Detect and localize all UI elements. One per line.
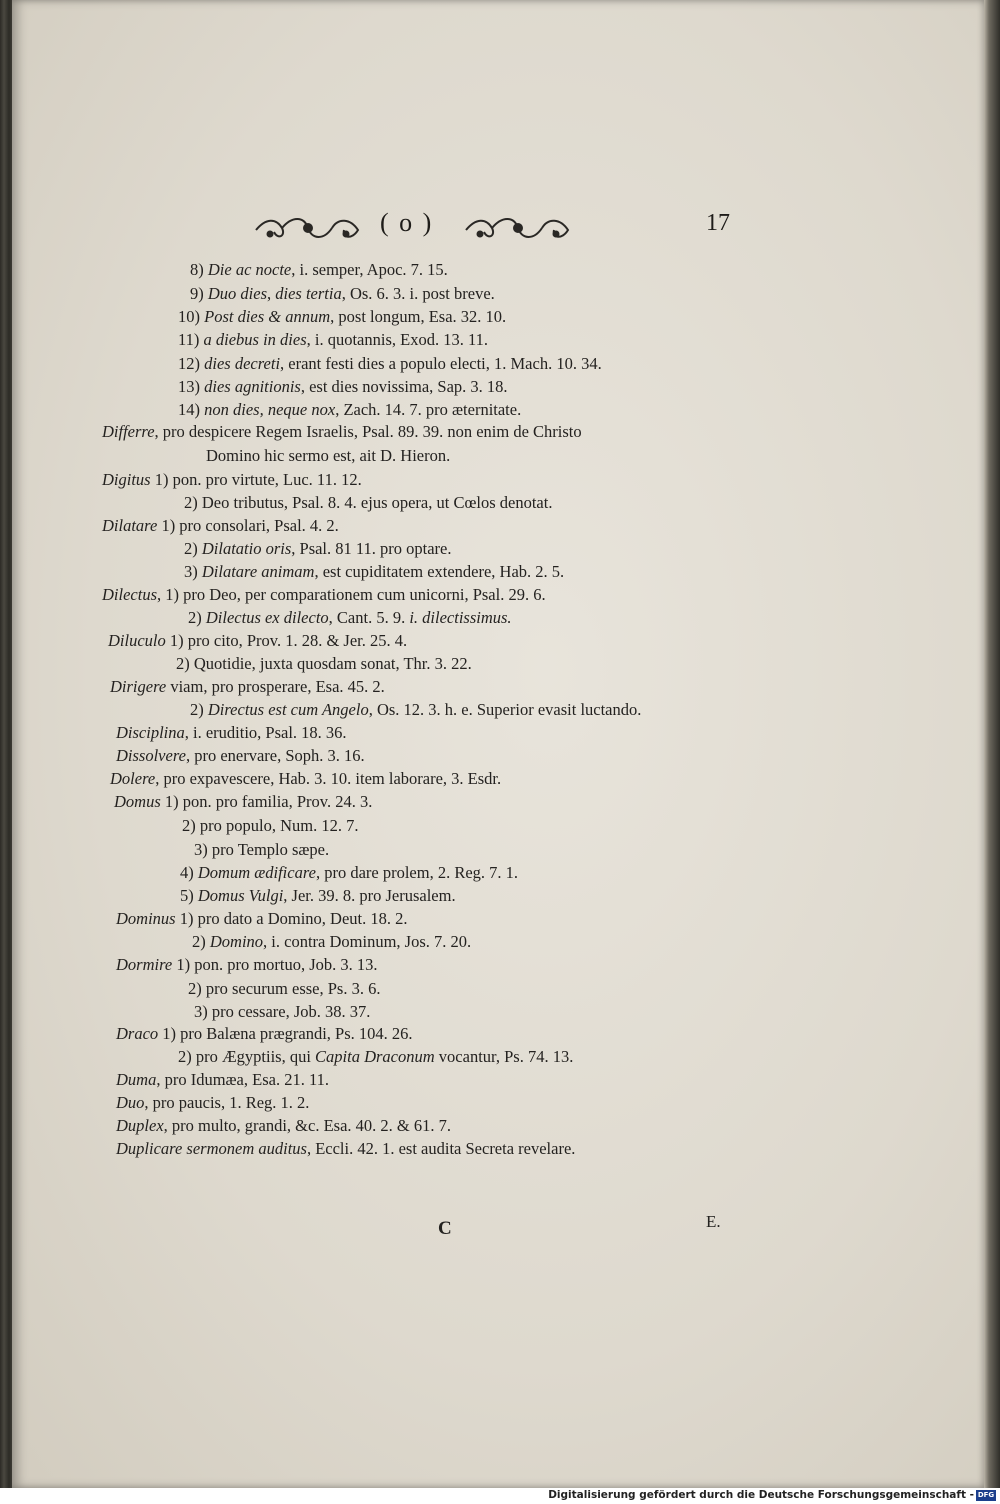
italic-text: Dilatare [102,516,158,535]
entry-line [194,1002,370,1022]
roman-text: 1) pro consolari, Psal. 4. 2. [157,516,339,535]
entry-line [184,562,564,582]
entry-line [194,840,329,860]
roman-text: , Os. 12. 3. h. e. Superior evasit luctando. [368,700,642,719]
roman-text: , post longum, Esa. 32. 10. [330,307,507,326]
roman-text: vocantur, Ps. 74. 13. [434,1047,574,1066]
entry-line [116,1139,575,1159]
entry-line [116,1024,413,1044]
roman-text: , Jer. 39. 8. pro Jerusalem. [283,886,456,905]
roman-text: , pro dare prolem, 2. Reg. 7. 1. [315,863,519,882]
roman-text: , Cant. 5. 9. [328,608,410,627]
italic-text: Diluculo [108,631,166,650]
italic-text: dies agnitionis [204,377,301,396]
page-edge-shadow [984,0,1000,1488]
entry-line [110,769,501,789]
italic-text: Duplicare sermonem auditus [116,1139,307,1158]
roman-text: 11) [178,330,204,349]
roman-text: 14) [178,400,205,419]
roman-text: , i. semper, Apoc. 7. 15. [291,260,448,279]
italic-text: Domus Vulgi [197,886,284,905]
roman-text: 2) [192,932,210,951]
entry-line [108,631,407,651]
italic-text: i. dilectissimus. [409,608,512,627]
italic-text: Domum ædificare [197,863,316,882]
roman-text: , Psal. 81 11. pro optare. [291,539,452,558]
dfg-logo-icon: DFG [977,1491,995,1499]
entry-line [192,932,471,952]
italic-text: Digitus [102,470,151,489]
roman-text: 3) pro cessare, Job. 38. 37. [194,1002,371,1021]
roman-text: , i. contra Dominum, Jos. 7. 20. [263,932,472,951]
entry-line [116,723,347,743]
roman-text: , i. eruditio, Psal. 18. 36. [184,723,347,742]
entry-line [178,377,508,397]
entry-line [188,608,512,628]
roman-text: 2) Quotidie, juxta quosdam sonat, Thr. 3. 22. [176,654,472,673]
italic-text: Duo dies [207,284,267,303]
entry-line [116,955,378,975]
italic-text: Dilatatio oris [201,539,292,558]
entry-line [178,354,602,374]
roman-text: 8) [190,260,208,279]
entry-line [178,400,521,420]
roman-text: , erant festi dies a populo electi, 1. Mach. 10. 34. [280,354,602,373]
roman-text: , est dies novissima, Sap. 3. 18. [300,377,508,396]
italic-text: Dominus [116,909,176,928]
entry-line [102,585,546,605]
signature-mark: C [438,1218,452,1239]
entry-line [190,260,448,280]
roman-text: viam, pro prosperare, Esa. 45. 2. [166,677,385,696]
roman-text: , est cupiditatem extendere, Hab. 2. 5. [314,562,565,581]
entry-line [180,886,456,906]
italic-text: Domino [209,932,264,951]
roman-text: , 1) pro Deo, per comparationem cum unicorni, Psal. 29. 6. [157,585,546,604]
page-number: 17 [706,210,730,236]
entry-line [178,1047,573,1067]
roman-text: 4) [180,863,198,882]
roman-text: 2) pro Ægyptiis, qui [178,1047,316,1066]
italic-text: a diebus in dies [203,330,307,349]
roman-text: Domino hic sermo est, ait D. Hieron. [206,446,451,465]
right-ornament-icon [462,214,574,244]
entry-line [116,1093,309,1113]
roman-text: , Eccli. 42. 1. est audita Secreta revelare. [306,1139,576,1158]
entry-line [102,470,362,490]
roman-text: , Zach. 14. 7. pro æternitate. [335,400,522,419]
roman-text: 1) pon. pro mortuo, Job. 3. 13. [172,955,378,974]
italic-text: Directus est cum Angelo [207,700,369,719]
catchword: E. [706,1212,721,1231]
roman-text: 2) [184,539,202,558]
roman-text: , i. quotannis, Exod. 13. 11. [306,330,488,349]
entry-line [180,863,518,883]
entry-line [102,422,582,442]
roman-text: 3) pro Templo sæpe. [194,840,330,859]
roman-text: , pro paucis, 1. Reg. 1. 2. [144,1093,310,1112]
italic-text: Dissolvere [116,746,186,765]
roman-text: 1) pro dato a Domino, Deut. 18. 2. [175,909,408,928]
entry-line [110,677,385,697]
left-ornament-icon [252,214,364,244]
entry-line [114,792,372,812]
italic-text: dies decreti [204,354,281,373]
entry-line [178,307,506,327]
italic-text: Domus [114,792,161,811]
entry-line [184,539,452,559]
entry-line [188,979,380,999]
italic-text: Draco [116,1024,159,1043]
italic-text: Differre [102,422,155,441]
roman-text: 13) [178,377,205,396]
roman-text: 5) [180,886,198,905]
entry-line [206,446,450,466]
roman-text: , pro despicere Regem Israelis, Psal. 89. 39. non enim de Christo [154,422,582,441]
roman-text: 3) [184,562,202,581]
roman-text: 1) pon. pro virtute, Luc. 11. 12. [150,470,362,489]
roman-text: 2) Deo tributus, Psal. 8. 4. ejus opera, ut Cœlos denotat. [184,493,553,512]
roman-text: , pro Idumæa, Esa. 21. 11. [156,1070,329,1089]
roman-text: , [267,284,276,303]
roman-text: 10) [178,307,205,326]
entry-line [184,493,552,513]
entry-line [102,516,339,536]
roman-text: 2) [188,608,206,627]
entry-line [116,909,407,929]
entry-line [190,700,641,720]
italic-text: Dirigere [110,677,167,696]
digitization-footer [0,1488,1000,1504]
italic-text: Duma [116,1070,157,1089]
italic-text: Duo [116,1093,145,1112]
italic-text: Duplex [116,1116,164,1135]
entry-line [116,1116,451,1136]
roman-text: , pro enervare, Soph. 3. 16. [185,746,365,765]
italic-text: Post dies & annum [204,307,331,326]
italic-text: non dies, neque nox [204,400,336,419]
roman-text: 12) [178,354,205,373]
entry-line [178,330,488,350]
italic-text: dies tertia [275,284,342,303]
roman-text: , Os. 6. 3. i. post breve. [341,284,495,303]
entry-line [190,284,495,304]
roman-text: , pro expavescere, Hab. 3. 10. item laborare, 3. Esdr. [155,769,502,788]
italic-text: Dilectus ex dilecto [205,608,329,627]
italic-text: Disciplina [116,723,185,742]
roman-text: 9) [190,284,208,303]
roman-text: 1) pro cito, Prov. 1. 28. & Jer. 25. 4. [165,631,408,650]
entry-line [182,816,358,836]
roman-text: 2) [190,700,208,719]
entry-line [116,746,365,766]
roman-text: 2) pro populo, Num. 12. 7. [182,816,359,835]
footer-credit: Digitalisierung gefördert durch die Deutsche Forschungsgemeinschaft - [548,1489,974,1501]
italic-text: Die ac nocte [207,260,292,279]
entry-line [176,654,472,674]
roman-text: 1) pro Balæna prægrandi, Ps. 104. 26. [158,1024,413,1043]
italic-text: Dilectus [102,585,157,604]
entry-line [116,1070,329,1090]
italic-text: Dilatare animam [201,562,315,581]
roman-text: 2) pro securum esse, Ps. 3. 6. [188,979,381,998]
roman-text: 1) pon. pro familia, Prov. 24. 3. [160,792,373,811]
italic-text: Dormire [116,955,173,974]
italic-text: Dolere [110,769,156,788]
running-head: ( o ) [380,208,434,237]
italic-text: Capita Draconum [315,1047,435,1066]
roman-text: , pro multo, grandi, &c. Esa. 40. 2. & 61. 7. [163,1116,451,1135]
